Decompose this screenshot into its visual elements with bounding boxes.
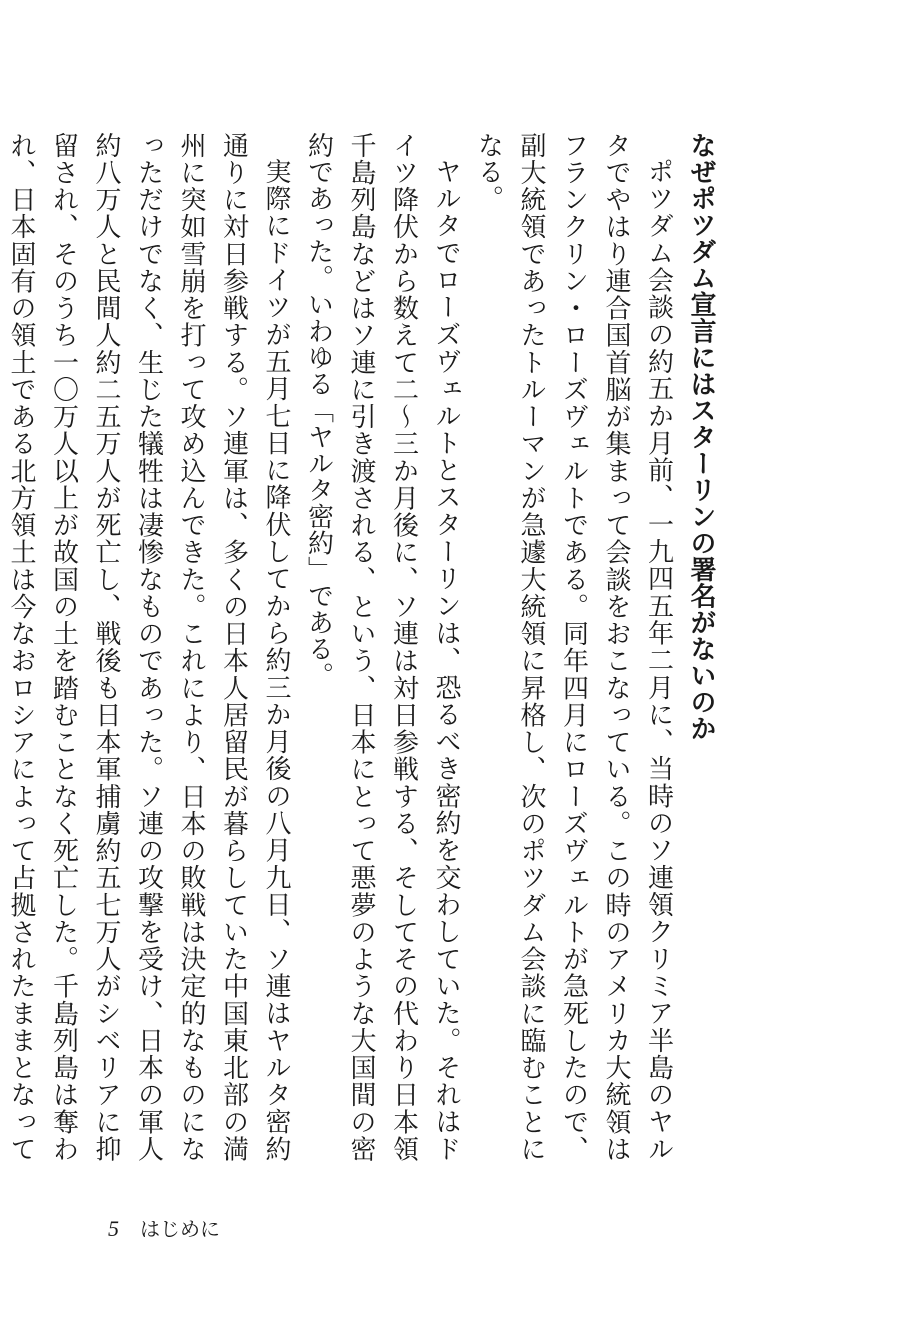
page-footer	[108, 1213, 220, 1242]
running-section-title: はじめに	[140, 1217, 220, 1241]
paragraph-2: ヤルタでローズヴェルトとスターリンは、恐るべき密約を交わしていた。それはドイツ降伏から数えて二〜三か月後に、ソ連は対日参戦する、そしてその代わり日本領千島列島などはソ連に引き渡される、という、日本にとって悪夢のような大国間の密約であった。いわゆる「ヤルタ密約」である。	[303, 132, 461, 1162]
paragraph-1: ポツダム会談の約五か月前、一九四五年二月に、当時のソ連領クリミア半島のヤルタでやはり連合国首脳が集まって会談をおこなっている。この時のアメリカ大統領はフランクリン・ローズヴェルトである。同年四月にローズヴェルトが急死したので、副大統領であったトルーマンが急遽大統領に昇格し、次のポツダム会談に臨むことになる。	[473, 132, 674, 1162]
page-number: 5	[108, 1216, 119, 1241]
paragraph-3: 実際にドイツが五月七日に降伏してから約三か月後の八月九日、ソ連はヤルタ密約通りに対日参戦する。ソ連軍は、多くの日本人居留民が暮らしていた中国東北部の満州に突如雪崩を打って攻め込んできた。これにより、日本の敗戦は決定的なものになっただけでなく、生じた犠牲は凄惨なものであった。ソ連の攻撃を受け、日本の軍人約八万人と民間人約二五万人が死亡し、戦後も日本軍捕虜約五七万人がシベリアに抑留され、そのうち一〇万人以上が故国の土を踏むことなく死亡した。千島列島は奪われ、日本固有の領土である北方領土は今なおロシアによって占拠されたままとなって	[6, 132, 291, 1163]
section-heading: なぜポツダム宣言にはスターリンの署名がないのか	[686, 132, 716, 742]
vertical-text-block	[6, 132, 722, 1163]
